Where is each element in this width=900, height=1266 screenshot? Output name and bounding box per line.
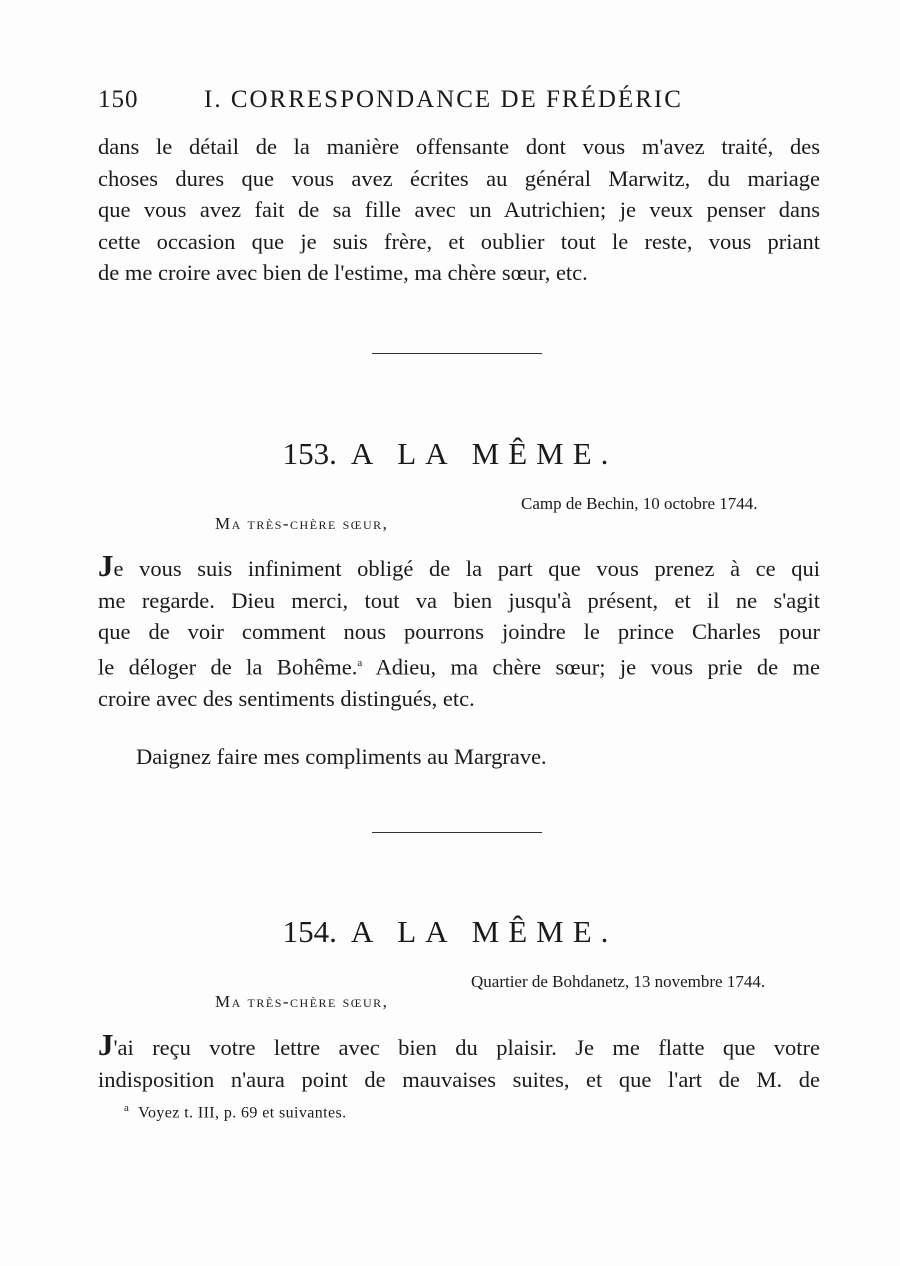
text-line: Je vous suis infiniment obligé de la part que vous prenez à ce qui	[98, 548, 820, 583]
drop-cap: J	[98, 548, 114, 583]
text-line: croire avec des sentiments distingués, etc.	[98, 685, 475, 711]
footnote-marker: a	[357, 656, 363, 669]
letter-153-salutation: Ma très-chère sœur,	[215, 514, 389, 533]
text-line: que vous avez fait de sa fille avec un Autrichien; je veux penser dans	[98, 197, 820, 222]
letter-title: A LA MÊME.	[350, 914, 618, 949]
letter-153-dateline: Camp de Bechin, 10 octobre 1744.	[521, 494, 758, 513]
footnote	[124, 1102, 347, 1122]
text-line: dans le détail de la manière offensante dont vous m'avez traité, des	[98, 134, 820, 159]
letter-153-body	[98, 550, 820, 714]
letter-153-postscript: Daignez faire mes compliments au Margrave.	[136, 744, 547, 769]
letter-154-salutation: Ma très-chère sœur,	[215, 992, 389, 1011]
text-line: que de voir comment nous pourrons joindre le prince Charles pour	[98, 619, 820, 644]
letter-154-dateline: Quartier de Bohdanetz, 13 novembre 1744.	[471, 972, 766, 991]
letter-153-heading	[0, 436, 900, 472]
letter-154-heading	[0, 914, 900, 950]
text-line: le déloger de la Bohême.$^a$ Adieu, ma chère sœur; je vous prie de me	[98, 654, 820, 679]
page-number: 150	[98, 86, 139, 113]
drop-cap: J	[98, 1027, 114, 1062]
section-divider	[372, 353, 542, 354]
page-header	[98, 86, 818, 114]
letter-title: A LA MÊME.	[350, 436, 618, 471]
text-line: J'ai reçu votre lettre avec bien du plaisir. Je me flatte que votre	[98, 1027, 820, 1062]
letter-number: 154.	[282, 914, 337, 949]
text-line: cette occasion que je suis frère, et oublier tout le reste, vous priant	[98, 228, 820, 254]
section-divider	[372, 832, 542, 833]
running-title: I. CORRESPONDANCE DE FRÉDÉRIC	[204, 86, 683, 113]
footnote-marker: a	[124, 1102, 130, 1114]
letter-154-body	[98, 1029, 820, 1095]
letter-number: 153.	[282, 436, 337, 471]
footnote-text: Voyez t. III, p. 69 et suivantes.	[138, 1104, 347, 1122]
text-line: indisposition n'aura point de mauvaises suites, et que l'art de M. de	[98, 1066, 820, 1092]
text-line: choses dures que vous avez écrites au général Marwitz, du mariage	[98, 165, 820, 191]
text-line: de me croire avec bien de l'estime, ma chère sœur, etc.	[98, 260, 588, 285]
intro-paragraph	[98, 131, 820, 289]
text-line: me regarde. Dieu merci, tout va bien jusqu'à présent, et il ne s'agit	[98, 587, 820, 613]
